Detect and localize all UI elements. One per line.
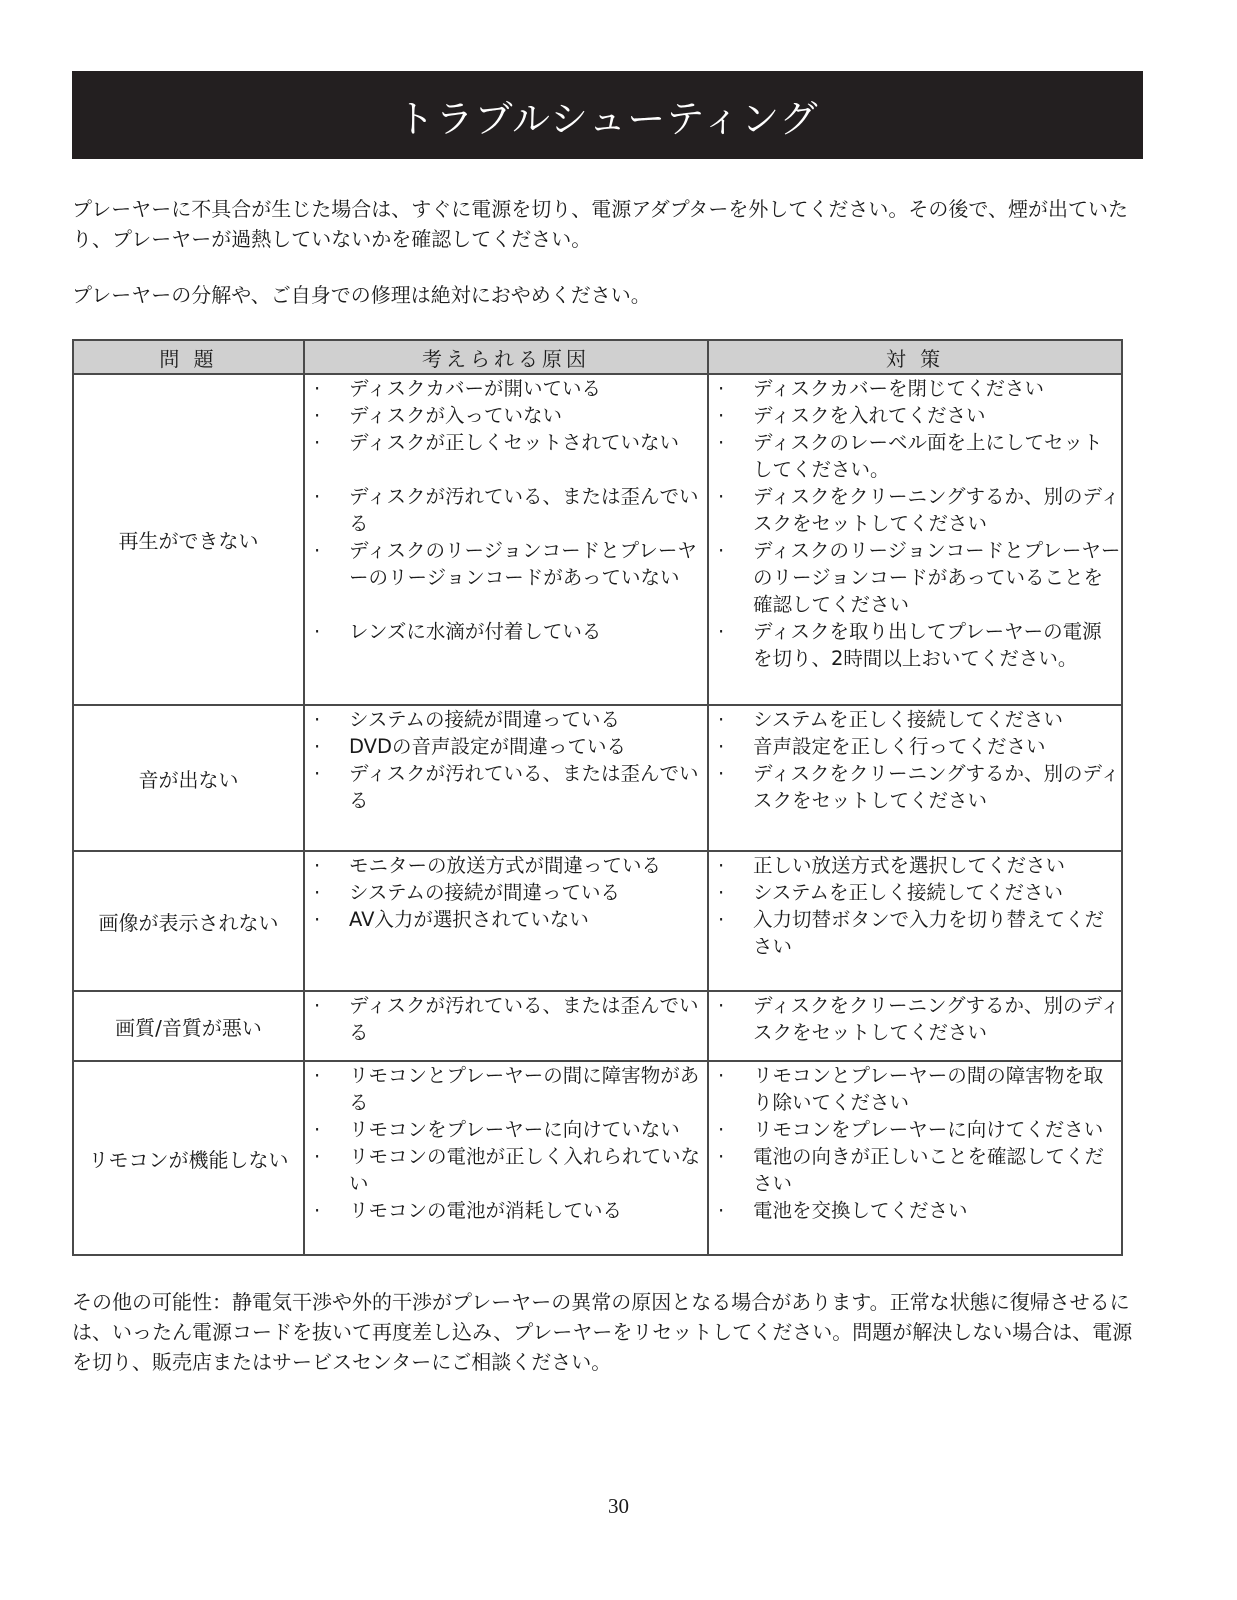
solution-item: · ディスクを入れてください [709, 402, 1121, 429]
solution-cell [708, 374, 1122, 705]
solution-cell [708, 991, 1122, 1061]
problem-cell: 画像が表示されない [73, 851, 304, 991]
table-row [73, 991, 1122, 1061]
cause-item: · ディスクが入っていない [305, 402, 707, 429]
cause-item: · リモコンをプレーヤーに向けていない [305, 1116, 707, 1143]
solution-item: · リモコンをプレーヤーに向けてください [709, 1116, 1121, 1143]
cause-item: · ディスクが汚れている、または歪んでいる [305, 992, 707, 1046]
solution-item: · 入力切替ボタンで入力を切り替えてください [709, 906, 1121, 960]
cause-item: · システムの接続が間違っている [305, 706, 707, 733]
intro-paragraph-2: プレーヤーの分解や、ご自身での修理は絶対におやめください。 [72, 283, 651, 307]
solution-item: · 電池を交換してください [709, 1197, 1121, 1224]
cause-item: · ディスクカバーが開いている [305, 375, 707, 402]
solution-item: · ディスクカバーを閉じてください [709, 375, 1121, 402]
cause-cell [304, 851, 708, 991]
table-row [73, 374, 1122, 705]
solution-item: · 音声設定を正しく行ってください [709, 733, 1121, 760]
cause-item: · リモコンの電池が正しく入れられていない [305, 1143, 707, 1197]
solution-item: · システムを正しく接続してください [709, 706, 1121, 733]
problem-cell: 再生ができない [73, 374, 304, 705]
cause-item: · リモコンの電池が消耗している [305, 1197, 707, 1224]
solution-item: · ディスクのレーベル面を上にしてセットしてください。 [709, 429, 1121, 483]
cause-item: · ディスクが正しくセットされていない [305, 429, 707, 456]
cause-item: · レンズに水滴が付着している [305, 618, 707, 645]
solution-item: · ディスクを取り出してプレーヤーの電源を切り、2時間以上おいてください。 [709, 618, 1121, 672]
solution-cell [708, 1061, 1122, 1255]
page-number: 30 [608, 1494, 629, 1518]
solution-cell [708, 705, 1122, 851]
table-row [73, 851, 1122, 991]
table-row [73, 1061, 1122, 1255]
cause-cell [304, 991, 708, 1061]
header-cause: 考えられる原因 [304, 340, 708, 374]
problem-cell: リモコンが機能しない [73, 1061, 304, 1255]
footer-note: その他の可能性：静電気干渉や外的干渉がプレーヤーの異常の原因となる場合があります。正常な状態に復帰させるには、いったん電源コードを抜いて再度差し込み、プレーヤーをリセットしてください。問題が解決しない場合は、電源を切り、販売店またはサービスセンターにご相談ください。 [72, 1290, 1133, 1374]
troubleshooting-table [72, 339, 1123, 1256]
cause-cell [304, 705, 708, 851]
problem-cell: 音が出ない [73, 705, 304, 851]
cause-item: · AV入力が選択されていない [305, 906, 707, 933]
intro-paragraph-1: プレーヤーに不具合が生じた場合は、すぐに電源を切り、電源アダプターを外してください。その後で、煙が出ていたり、プレーヤーが過熱していないかを確認してください。 [72, 197, 1128, 251]
solution-item: · 正しい放送方式を選択してください [709, 852, 1121, 879]
cause-item: · ディスクが汚れている、または歪んでいる [305, 760, 707, 814]
cause-item: · ディスクのリージョンコードとプレーヤーのリージョンコードがあっていない [305, 537, 707, 591]
cause-item: · ディスクが汚れている、または歪んでいる [305, 483, 707, 537]
cause-item: · システムの接続が間違っている [305, 879, 707, 906]
table-header-row [73, 340, 1122, 374]
solution-item: · ディスクをクリーニングするか、別のディスクをセットしてください [709, 760, 1121, 814]
solution-item: · システムを正しく接続してください [709, 879, 1121, 906]
solution-cell [708, 851, 1122, 991]
problem-cell: 画質/音質が悪い [73, 991, 304, 1061]
cause-cell [304, 374, 708, 705]
cause-item: · DVDの音声設定が間違っている [305, 733, 707, 760]
solution-item: · 電池の向きが正しいことを確認してください [709, 1143, 1121, 1197]
cause-item: · モニターの放送方式が間違っている [305, 852, 707, 879]
solution-item: · リモコンとプレーヤーの間の障害物を取り除いてください [709, 1062, 1121, 1116]
header-problem: 問 題 [73, 340, 304, 374]
table-row [73, 705, 1122, 851]
solution-item: · ディスクをクリーニングするか、別のディスクをセットしてください [709, 992, 1121, 1046]
solution-item: · ディスクのリージョンコードとプレーヤーのリージョンコードがあっていることを確認してください [709, 537, 1121, 618]
header-solution: 対 策 [708, 340, 1122, 374]
cause-item: · リモコンとプレーヤーの間に障害物がある [305, 1062, 707, 1116]
solution-item: · ディスクをクリーニングするか、別のディスクをセットしてください [709, 483, 1121, 537]
title-bar [72, 71, 1143, 159]
page-title: トラブルシューティング [396, 96, 819, 141]
cause-cell [304, 1061, 708, 1255]
